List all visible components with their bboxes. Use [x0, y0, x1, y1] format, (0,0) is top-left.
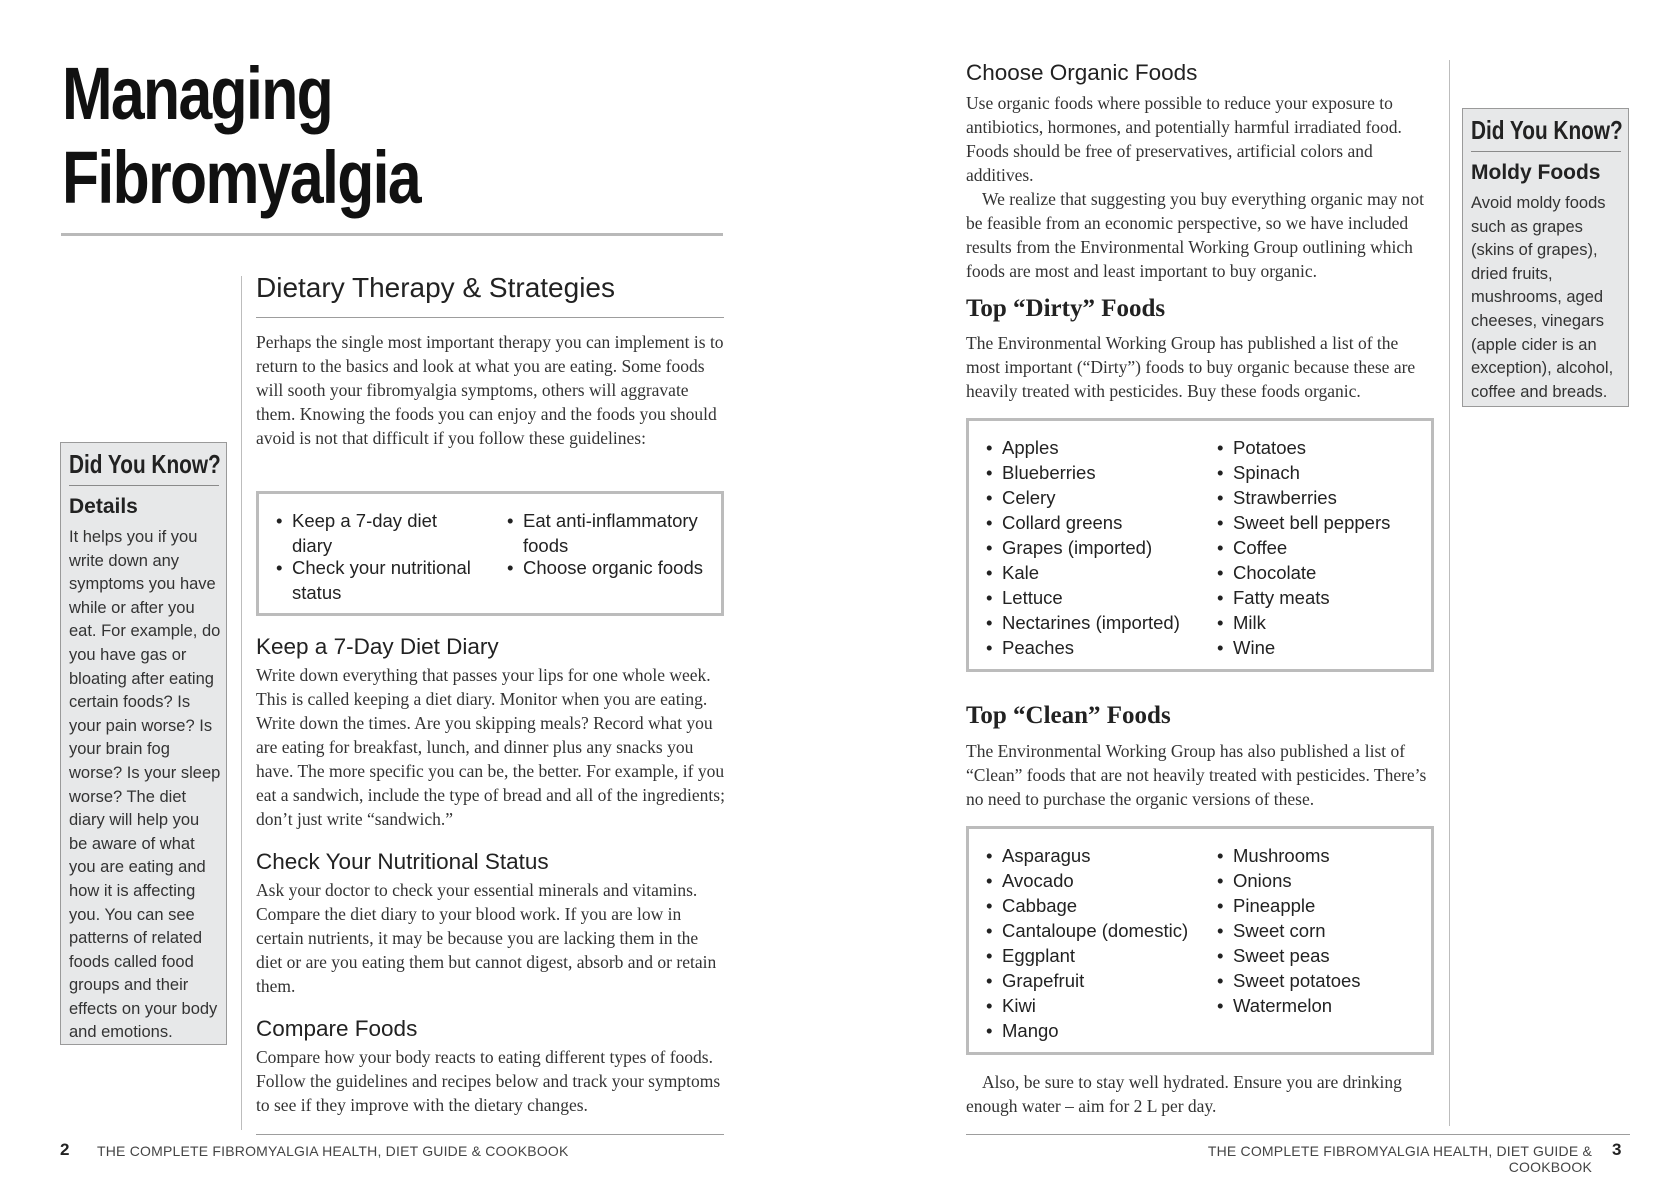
list-item: • Grapes (imported): [986, 535, 1206, 560]
organic-paragraph-2: We realize that suggesting you buy everything organic may not be feasible from an economic perspective, so we have included results from the Environmental Working Group outlining which foods are most and least important to buy organic.: [966, 189, 1424, 281]
sidebar-subtitle: Details: [69, 495, 138, 518]
sidebar-divider: [1471, 151, 1621, 152]
clean-foods-heading: Top “Clean” Foods: [966, 702, 1171, 729]
list-item: • Potatoes: [1217, 435, 1427, 460]
list-item: • Sweet bell peppers: [1217, 510, 1427, 535]
hydration-text: Also, be sure to stay well hydrated. Ensure you are drinking enough water – aim for 2 L per day.: [966, 1072, 1402, 1116]
sidebar-text: Avoid moldy foods such as grapes (skins of grapes), dried fruits, mushrooms, aged cheeses, vinegars (apple cider is an exception), alcohol, coffee and breads.: [1471, 194, 1614, 401]
dirty-foods-text: The Environmental Working Group has published a list of the most important (“Dirty”) foods to buy organic because these are heavily treated with pesticides. Buy these foods organic.: [966, 333, 1416, 401]
diet-diary-heading: Keep a 7-Day Diet Diary: [256, 634, 499, 659]
list-item: • Watermelon: [1217, 993, 1427, 1018]
list-item: • Onions: [1217, 868, 1427, 893]
list-item: • Cantaloupe (domestic): [986, 918, 1211, 943]
dirty-foods-heading: Top “Dirty” Foods: [966, 295, 1166, 322]
list-item: • Apples: [986, 435, 1206, 460]
sidebar-subtitle: Moldy Foods: [1471, 161, 1601, 184]
page-number-right: 3: [1612, 1140, 1622, 1159]
list-item: • Blueberries: [986, 460, 1206, 485]
section-heading: Dietary Therapy & Strategies: [256, 272, 615, 303]
sidebar-title: Did You Know?: [1471, 115, 1623, 145]
clean-foods-list-1: [986, 843, 1211, 1043]
list-item: • Cabbage: [986, 893, 1211, 918]
page-number-left: 2: [60, 1140, 70, 1159]
list-item: • Sweet peas: [1217, 943, 1427, 968]
title-divider: [61, 233, 723, 236]
list-item: • Celery: [986, 485, 1206, 510]
list-item: • Kiwi: [986, 993, 1211, 1018]
title-line-2: Fibromyalgia: [62, 136, 420, 219]
footer-divider-right: [966, 1134, 1630, 1135]
clean-foods-list-2: [1217, 843, 1427, 1018]
diet-diary-text: Write down everything that passes your lips for one whole week. This is called keeping a diet diary. Monitor when you are eating. Write down the times. Are you skipping meals? Record what you are eating for breakfast, lunch, and dinner plus any snacks you have. The more specific you can be, the better. For example, if you eat a sandwich, include the type of bread and all of the ingredients; don’t just write “sandwich.”: [256, 665, 725, 829]
list-item: • Lettuce: [986, 585, 1206, 610]
organic-paragraph-1: Use organic foods where possible to reduce your exposure to antibiotics, hormones, and potentially harmful irradiated food. Foods should be free of preservatives, artificial colors and additives.: [966, 93, 1402, 185]
list-item: • Eggplant: [986, 943, 1211, 968]
clean-foods-text: The Environmental Working Group has also published a list of “Clean” foods that are not heavily treated with pesticides. There’s no need to purchase the organic versions of these.: [966, 741, 1427, 809]
dirty-foods-list-1: [986, 435, 1206, 660]
nutritional-status-text: Ask your doctor to check your essential minerals and vitamins. Compare the diet diary to your blood work. If you are low in certain nutrients, it may be because you are lacking them in the diet or are you eating them but cannot digest, absorb and or retain them.: [256, 880, 717, 996]
list-item: • Peaches: [986, 635, 1206, 660]
clean-foods-box: [966, 826, 1434, 1055]
running-footer-left: THE COMPLETE FIBROMYALGIA HEALTH, DIET GUIDE & COOKBOOK: [97, 1143, 569, 1159]
sidebar-text: It helps you if you write down any symptoms you have while or after you eat. For example, do you have gas or bloating after eating certain foods? Is your pain worse? Is your brain fog worse? Is your sleep worse? The diet diary will help you be aware of what you are eating and how it is affecting you. You can see patterns of related foods called food groups and their effects on your body and emotions.: [69, 528, 221, 1042]
list-item: • Spinach: [1217, 460, 1427, 485]
page-title: [62, 52, 682, 220]
list-item: • Collard greens: [986, 510, 1206, 535]
list-item: • Keep a 7-day diet diary: [276, 508, 481, 558]
did-you-know-sidebar-details: [60, 442, 227, 1045]
list-item: • Eat anti-inflammatory foods: [507, 508, 712, 558]
guidelines-list-1: [276, 508, 481, 605]
compare-foods-heading: Compare Foods: [256, 1016, 418, 1041]
title-line-1: Managing: [62, 52, 333, 135]
sidebar-divider: [69, 485, 219, 486]
list-item: • Asparagus: [986, 843, 1211, 868]
footer-divider-left: [256, 1134, 724, 1135]
column-divider-right: [1449, 60, 1450, 1126]
guidelines-box: [256, 491, 724, 616]
sidebar-title: Did You Know?: [69, 449, 221, 479]
list-item: • Kale: [986, 560, 1206, 585]
intro-paragraph: Perhaps the single most important therapy you can implement is to return to the basics and look at what you are eating. Some foods will sooth your fibromyalgia symptoms, others will aggravate them. Knowing the foods you can enjoy and the foods you should avoid is not that difficult if you follow these guidelines:: [256, 332, 724, 448]
list-item: • Grapefruit: [986, 968, 1211, 993]
list-item: • Coffee: [1217, 535, 1427, 560]
list-item: • Milk: [1217, 610, 1427, 635]
list-item: • Mushrooms: [1217, 843, 1427, 868]
guidelines-list-2: [507, 508, 712, 580]
list-item: • Nectarines (imported): [986, 610, 1206, 635]
list-item: • Check your nutritional status: [276, 555, 481, 605]
dirty-foods-box: [966, 418, 1434, 672]
dirty-foods-list-2: [1217, 435, 1427, 660]
list-item: • Fatty meats: [1217, 585, 1427, 610]
list-item: • Strawberries: [1217, 485, 1427, 510]
list-item: • Sweet corn: [1217, 918, 1427, 943]
list-item: • Choose organic foods: [507, 555, 712, 580]
list-item: • Chocolate: [1217, 560, 1427, 585]
compare-foods-text: Compare how your body reacts to eating different types of foods. Follow the guidelines and recipes below and track your symptoms to see if they improve with the dietary changes.: [256, 1047, 721, 1115]
list-item: • Avocado: [986, 868, 1211, 893]
did-you-know-sidebar-moldy-foods: [1462, 108, 1629, 407]
running-footer-right: THE COMPLETE FIBROMYALGIA HEALTH, DIET GUIDE & COOKBOOK: [1207, 1143, 1592, 1175]
section-divider: [256, 317, 724, 318]
organic-foods-heading: Choose Organic Foods: [966, 60, 1198, 85]
nutritional-status-heading: Check Your Nutritional Status: [256, 849, 549, 874]
list-item: • Sweet potatoes: [1217, 968, 1427, 993]
list-item: • Mango: [986, 1018, 1211, 1043]
list-item: • Wine: [1217, 635, 1427, 660]
column-divider-left: [241, 276, 242, 1130]
list-item: • Pineapple: [1217, 893, 1427, 918]
